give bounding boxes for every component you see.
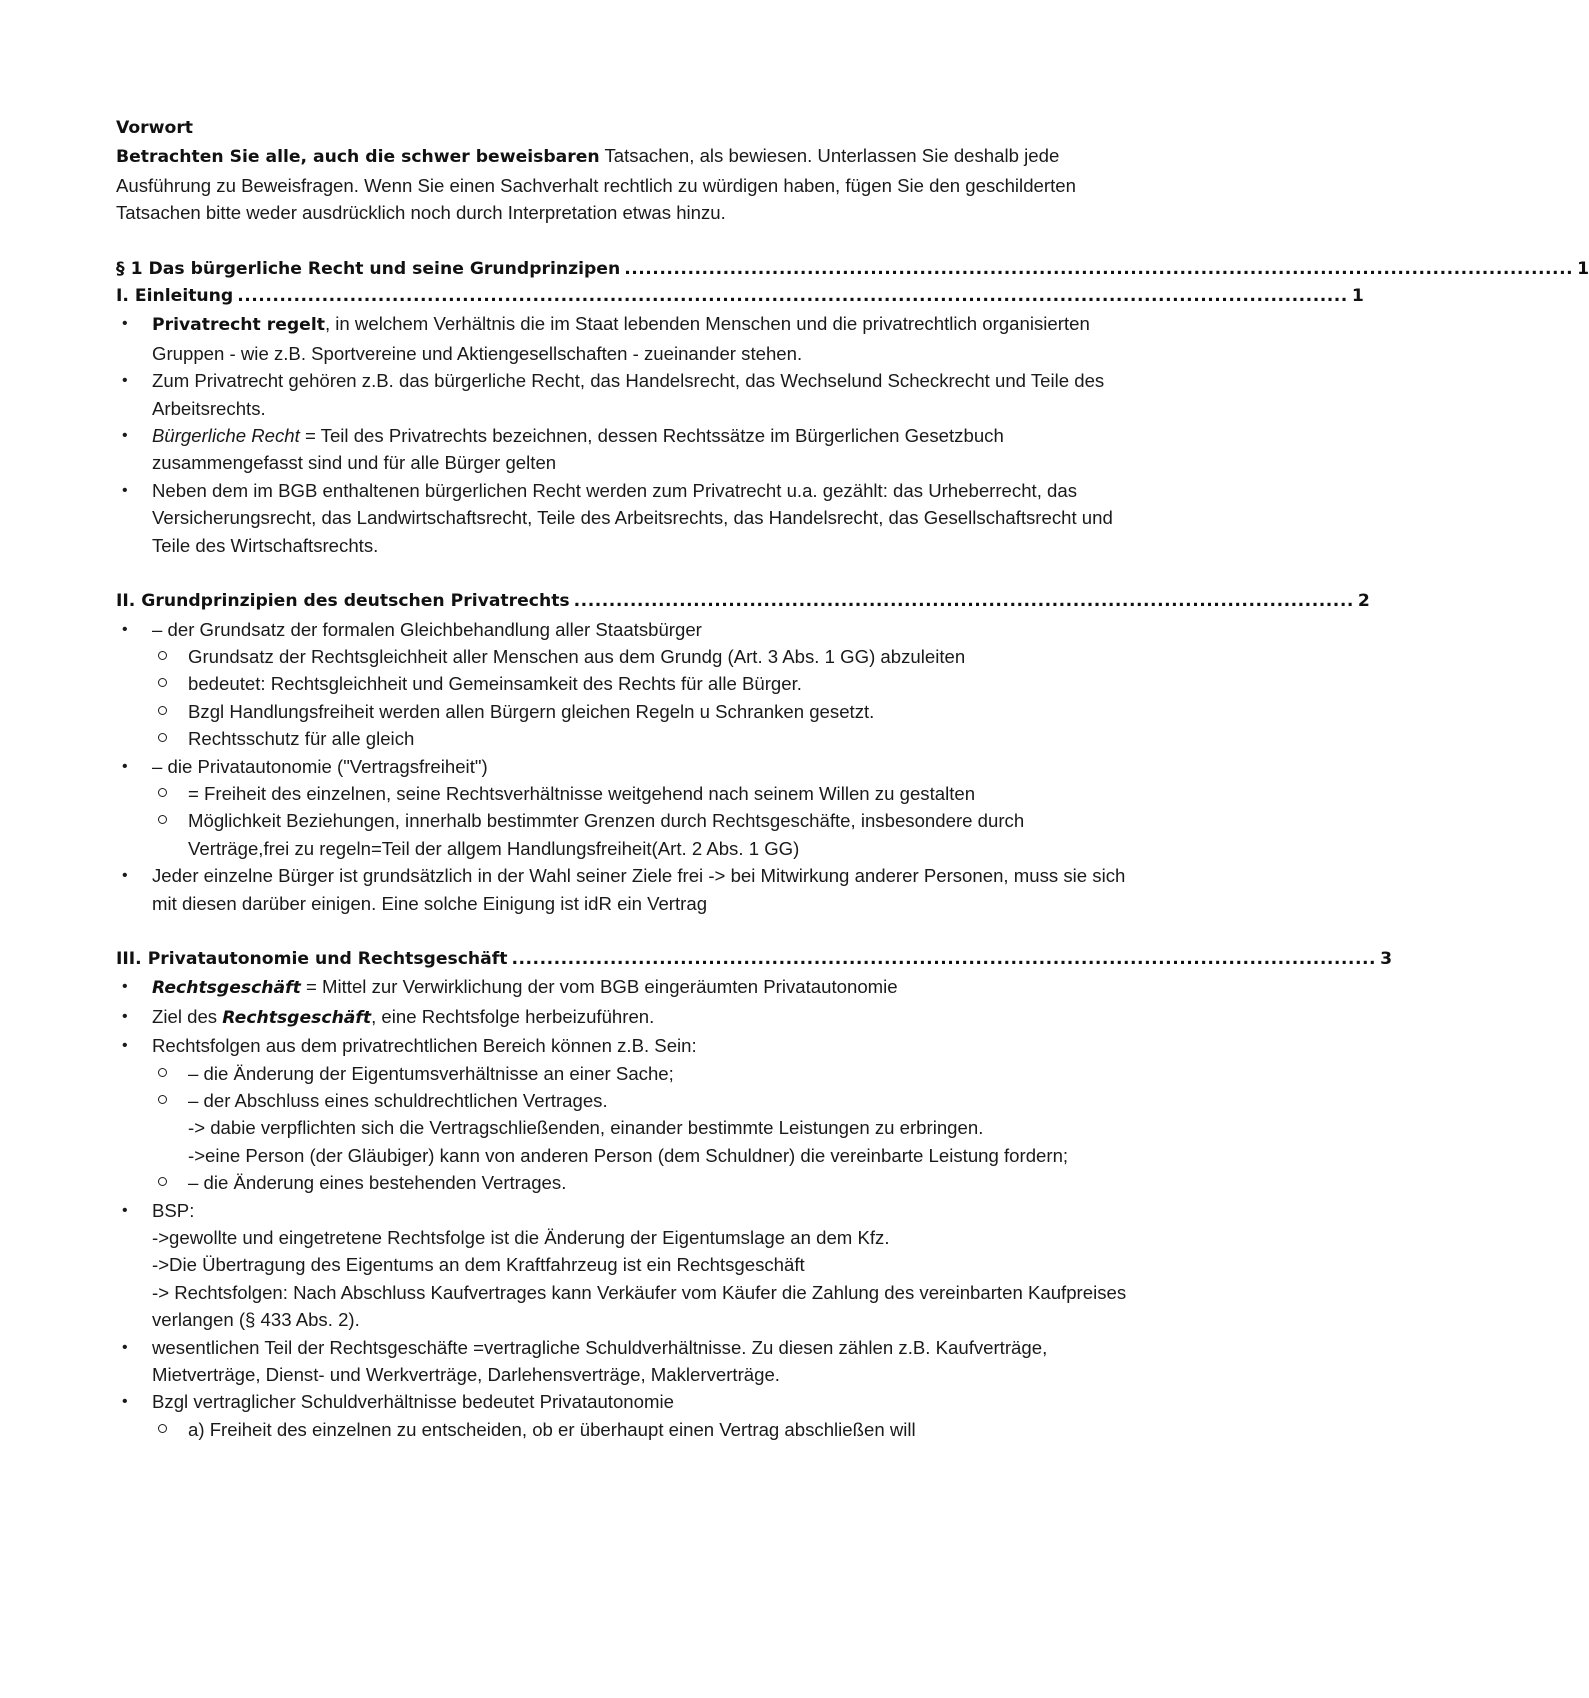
privatautonomie-list (116, 973, 1130, 1443)
vorwort-bold-lead: Betrachten Sie alle, auch die schwer beweisbaren (116, 147, 600, 168)
sub-list-item: Grundsatz der Rechtsgleichheit aller Menschen aus dem Grundg (Art. 3 Abs. 1 GG) abzuleiten (116, 643, 1130, 670)
item-text: , eine Rechtsfolge herbeizuführen. (371, 1005, 655, 1027)
toc-label: II. Grundprinzipien des deutschen Privatrechts (116, 591, 570, 612)
list-item: • Bzgl vertraglicher Schuldverhältnisse bedeutet Privatautonomie (116, 1388, 1130, 1415)
item-line: ->gewollte und eingetretene Rechtsfolge ist die Änderung der Eigentumslage an dem Kfz. (152, 1227, 890, 1249)
bold-italic-term: Rechtsgeschäft (222, 1007, 372, 1028)
toc-page-number: 1 (1351, 286, 1364, 307)
item-text: Neben dem im BGB enthaltenen bürgerlichen Recht werden zum Privatrecht u.a. gezählt: das Urheberrecht, das Versicherungsrecht, das Landwirtschaftsrecht, Teile des Arbeitsrechts, das Handelsrecht, das Gesellschaftsrecht und Teile des Wirtschaftsrechts. (152, 479, 1113, 556)
einleitung-list (116, 310, 1130, 559)
list-item: • – der Grundsatz der formalen Gleichbehandlung aller Staatsbürger (116, 616, 1130, 643)
grundprinzipien-list (116, 616, 1130, 917)
sub-list-item: Möglichkeit Beziehungen, innerhalb bestimmter Grenzen durch Rechtsgeschäfte, insbesondere durch Verträge,frei zu regeln=Teil der allgem Handlungsfreiheit(Art. 2 Abs. 1 GG) (116, 807, 1130, 862)
vorwort-heading: Vorwort (116, 118, 194, 138)
list-item: • Jeder einzelne Bürger ist grundsätzlich in der Wahl seiner Ziele frei -> bei Mitwirkung anderer Personen, muss sie sich mit diesen darüber einigen. Eine solche Einigung ist idR ein Vertrag (116, 862, 1130, 917)
list-item (116, 422, 1130, 477)
toc-page-number: 3 (1380, 948, 1393, 969)
list-item: • wesentlichen Teil der Rechtsgeschäfte =vertragliche Schuldverhältnisse. Zu diesen zählen z.B. Kaufverträge, Mietverträge, Dienst- und Werkverträge, Darlehensverträge, Maklerverträge. (116, 1334, 1130, 1389)
toc-dots: ............................................................................................................... (573, 591, 1354, 612)
toc-page-number: 1 (1577, 258, 1589, 279)
sub-list-item: = Freiheit des einzelnen, seine Rechtsverhältnisse weitgehend nach seinem Willen zu gestalten (116, 780, 1130, 807)
item-text: = Teil des Privatrechts bezeichnen, dessen Rechtssätze im Bürgerlichen Gesetzbuch zusammengefasst sind und für alle Bürger gelten (152, 425, 1004, 474)
item-text: = Mittel zur Verwirklichung der vom BGB eingeräumten Privatautonomie (300, 976, 898, 998)
toc-entry-section-1[interactable] (116, 256, 1589, 283)
toc-entry-einleitung[interactable] (116, 283, 1364, 310)
toc-dots: .............................................................................................................................................................. (237, 286, 1348, 307)
item-text: , in welchem Verhältnis die im Staat lebenden Menschen und die privatrechtlich organisierten Gruppen - wie z.B. Sportvereine und Aktiengesellschaften - zueinander stehen. (152, 313, 1090, 364)
italic-term: Bürgerliche Recht (152, 425, 300, 447)
list-item (116, 367, 1130, 422)
toc-dots: ........................................................................................................................... (511, 948, 1377, 969)
item-line: -> Rechtsfolgen: Nach Abschluss Kaufvertrages kann Verkäufer vom Käufer die Zahlung des vereinbarten Kaufpreises verlangen (§ 433 Abs. 2). (152, 1281, 1127, 1331)
bold-italic-term: Rechtsgeschäft (152, 978, 301, 999)
list-item (116, 477, 1130, 559)
item-text: Zum Privatrecht gehören z.B. das bürgerliche Recht, das Handelsrecht, das Wechselund Scheckrecht und Teile des Arbeitsrechts. (152, 370, 1105, 419)
toc-page-number: 2 (1357, 591, 1370, 612)
toc-dots: ....................................................................................................................................... (624, 258, 1574, 279)
toc-label: III. Privatautonomie und Rechtsgeschäft (116, 948, 508, 969)
toc-label: I. Einleitung (116, 286, 234, 307)
list-item (116, 310, 1130, 367)
list-item: • Rechtsfolgen aus dem privatrechtlichen Bereich können z.B. Sein: (116, 1032, 1130, 1059)
sub-list-item: Bzgl Handlungsfreiheit werden allen Bürgern gleichen Regeln u Schranken gesetzt. (116, 698, 1130, 725)
sub-list-item: Rechtsschutz für alle gleich (116, 725, 1130, 752)
toc-entry-grundprinzipien[interactable] (116, 588, 1370, 615)
vorwort-paragraph (116, 142, 1130, 226)
sub-list-item: – die Änderung eines bestehenden Vertrages. (116, 1169, 1130, 1196)
sub-list-item: – die Änderung der Eigentumsverhältnisse an einer Sache; (116, 1060, 1130, 1087)
vorwort-text: Tatsachen, als bewiesen. Unterlassen Sie deshalb jede Ausführung zu Beweisfragen. Wenn Sie einen Sachverhalt rechtlich zu würdigen haben, fügen Sie den geschilderten Tatsachen bitte weder ausdrücklich noch durch Interpretation etwas hinzu. (116, 145, 1076, 224)
item-line: ->eine Person (der Gläubiger) kann von anderen Person (dem Schuldner) die vereinbarte Leistung fordern; (188, 1144, 1069, 1166)
toc-label: § 1 Das bürgerliche Recht und seine Grundprinzipen (116, 258, 621, 279)
item-line: – der Abschluss eines schuldrechtlichen Vertrages. (188, 1090, 608, 1111)
item-line: -> dabie verpflichten sich die Vertragschließenden, einander bestimmte Leistungen zu erbringen. (188, 1117, 984, 1139)
item-line: ->Die Übertragung des Eigentums an dem Kraftfahrzeug ist ein Rechtsgeschäft (152, 1254, 805, 1276)
toc-entry-privatautonomie[interactable] (116, 946, 1393, 973)
item-text: Ziel des (152, 1005, 223, 1027)
list-item (116, 973, 1130, 1002)
bold-term: Privatrecht regelt (152, 315, 325, 336)
list-item (116, 1003, 1130, 1032)
sub-list-item: bedeutet: Rechtsgleichheit und Gemeinsamkeit des Rechts für alle Bürger. (116, 670, 1130, 697)
example-label: • BSP: (152, 1199, 195, 1221)
list-item (116, 1197, 1130, 1334)
list-item: • – die Privatautonomie ("Vertragsfreiheit") (116, 753, 1130, 780)
sub-list-item (116, 1087, 1130, 1169)
sub-list-item: a) Freiheit des einzelnen zu entscheiden, ob er überhaupt einen Vertrag abschließen will (116, 1416, 1130, 1443)
